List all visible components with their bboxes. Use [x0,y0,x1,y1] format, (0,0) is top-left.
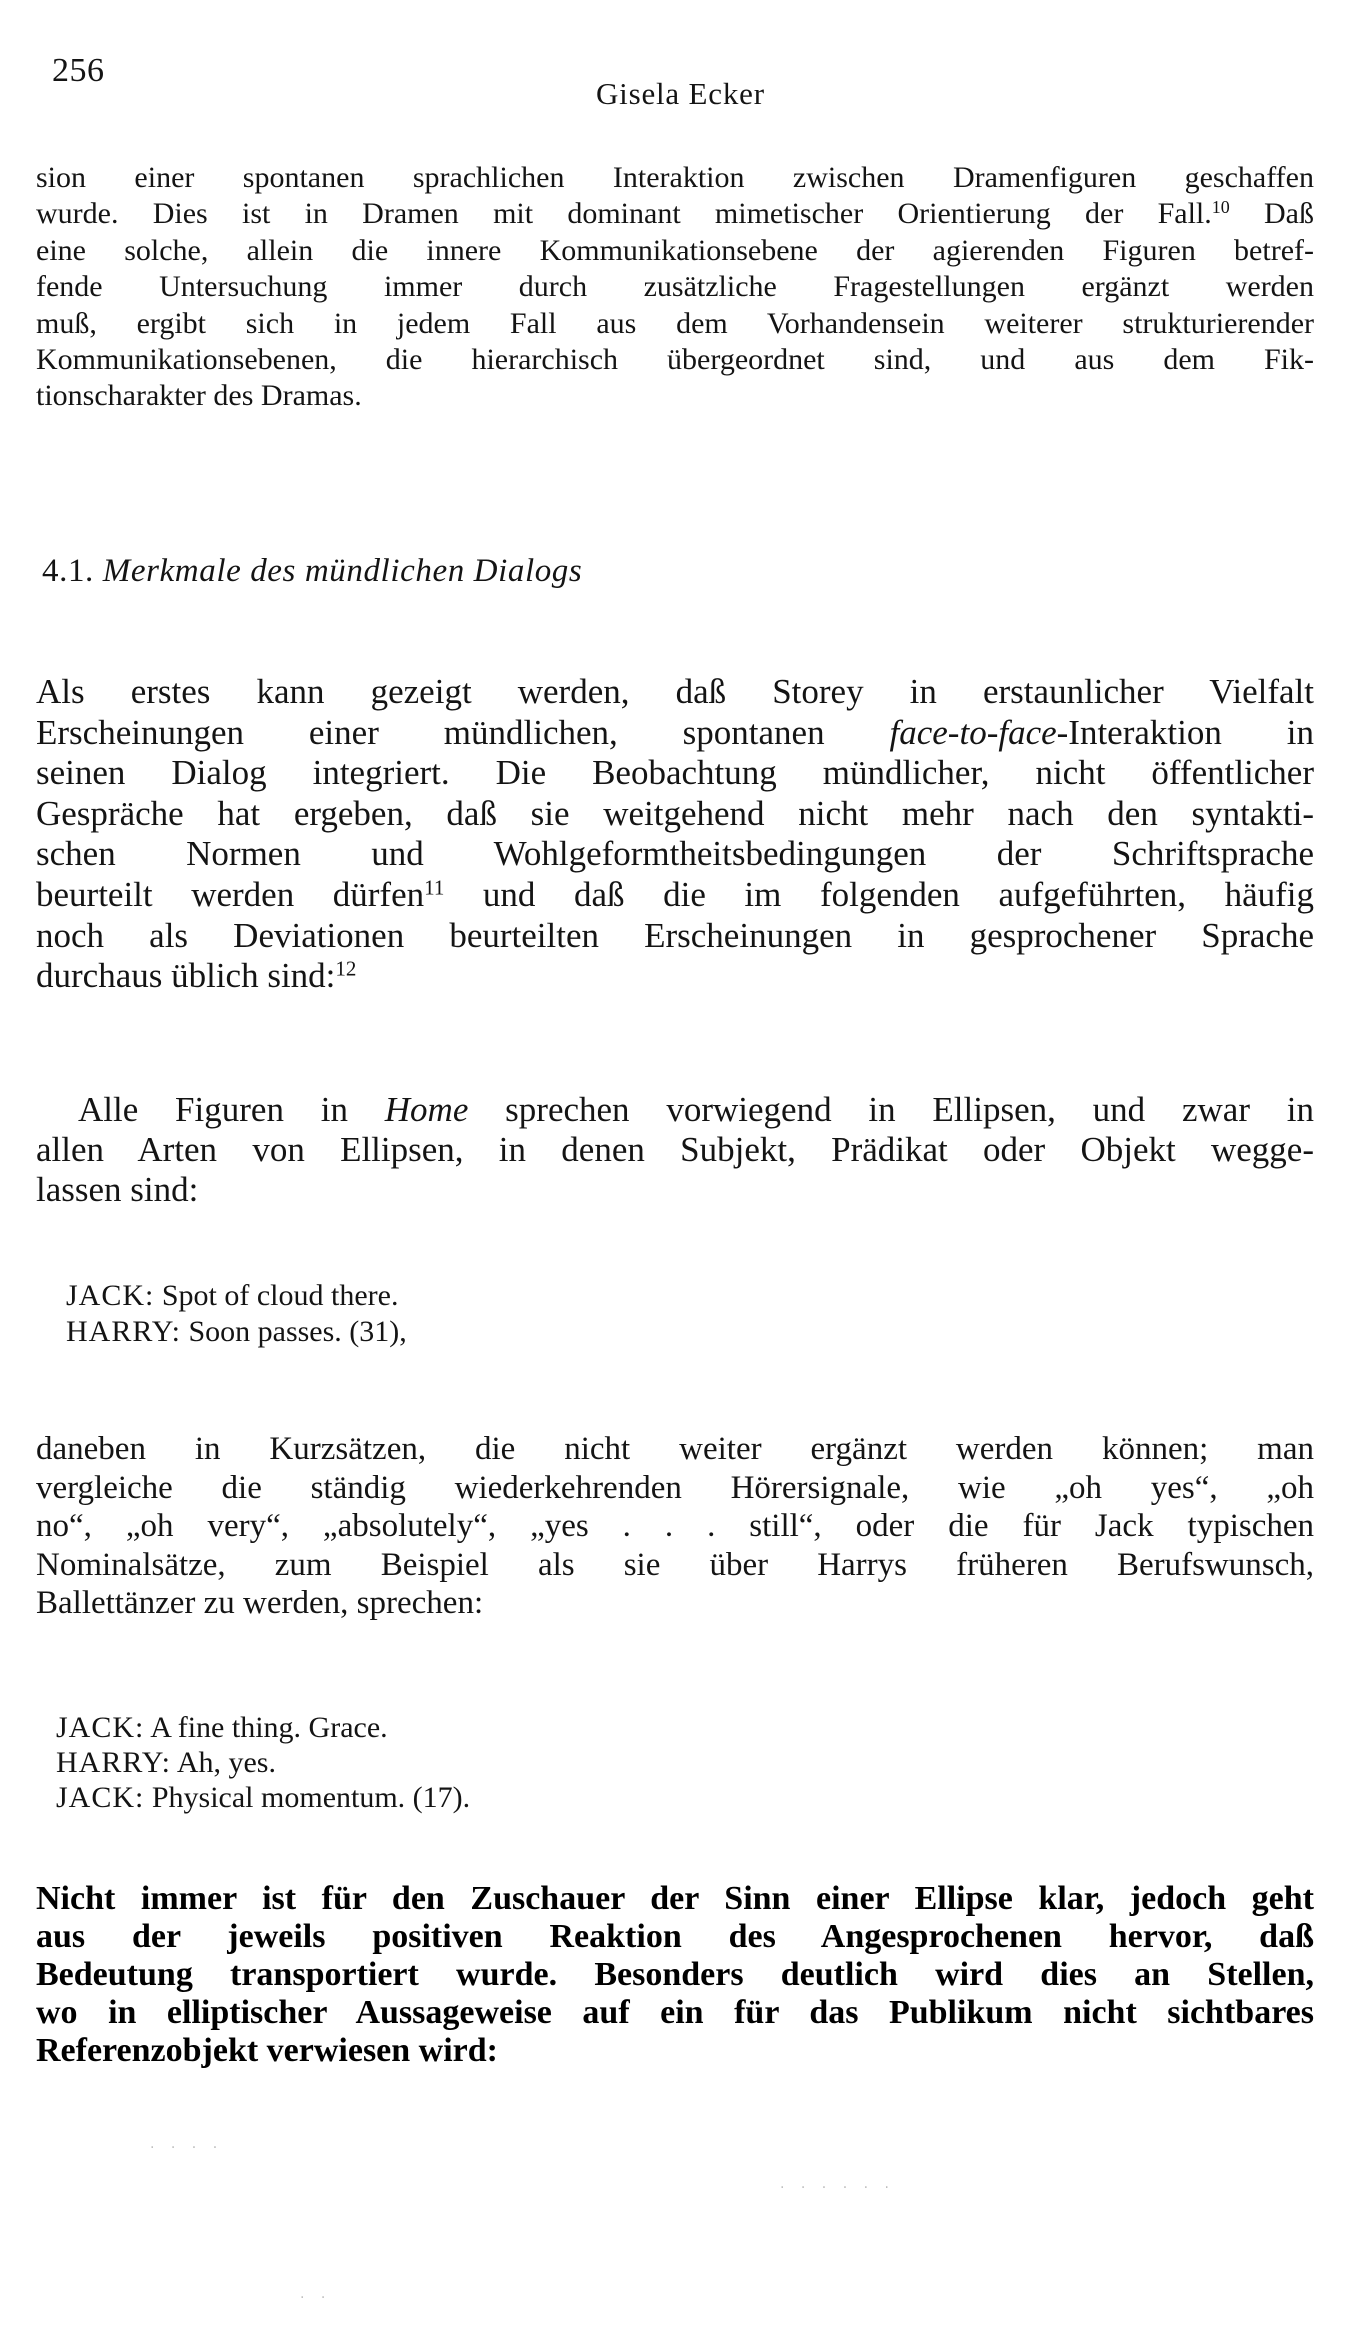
running-head: Gisela Ecker [596,76,765,111]
speaker: JACK: [66,1279,155,1312]
dialogue-line [66,1314,407,1350]
dialogue-text: Ah, yes. [176,1746,276,1779]
text-line: lassen sind: [36,1170,199,1209]
text-line: eine solche, allein die innere Kommunikationsebene der agierenden Figuren betref- [36,233,1314,267]
paragraph-1 [36,160,1314,415]
dialogue-text: Physical momentum. (17). [151,1781,471,1814]
text-line [36,196,1314,232]
text-segment: Daß [1229,197,1314,231]
text-line: aus der jeweils positiven Reaktion des Angesprochenen hervor, daß [36,1918,1314,1955]
text-segment: sprechen vorwiegend in Ellipsen, und zwar in [468,1090,1314,1129]
dialogue-line [66,1278,407,1314]
speaker: HARRY: [56,1746,171,1779]
text-line: tionscharakter des Dramas. [36,379,362,413]
text-line: wo in elliptischer Aussageweise auf ein für das Publikum nicht sichtbares [36,1994,1314,2031]
text-line: Bedeutung transportiert wurde. Besonders deutlich wird dies an Stellen, [36,1956,1314,1993]
text-line: muß, ergibt sich in jedem Fall aus dem Vorhandensein weiterer strukturierender [36,306,1314,340]
paragraph-3 [36,1090,1314,1210]
text-segment: und daß die im folgenden aufgeführten, häufig [444,874,1314,914]
text-line: sion einer spontanen sprachlichen Interaktion zwischen Dramenfiguren geschaffen [36,161,1314,194]
text-segment: -Interaktion in [1056,712,1314,752]
text-segment: Alle Figuren in [78,1090,385,1129]
speaker: JACK: [56,1711,145,1744]
text-line: Gespräche hat ergeben, daß sie weitgehend nicht mehr nach den syntakti- [36,793,1314,833]
scan-speck: · · · · · · [780,2180,895,2196]
section-title: Merkmale des mündlichen Dialogs [102,553,583,589]
page-number: 256 [52,52,105,89]
paragraph-5 [36,1880,1314,2070]
emphasis: Home [384,1090,469,1129]
dialogue-quote [66,1278,407,1350]
dialogue-line [56,1780,470,1815]
text-segment: Erscheinungen einer mündlichen, spontanen [36,712,890,752]
scan-speck: · · · · [150,2140,224,2156]
dialogue-text: A fine thing. Grace. [150,1711,388,1744]
text-line: Referenzobjekt verwiesen wird: [36,2032,499,2069]
speaker: JACK: [56,1781,145,1814]
text-segment: wurde. Dies ist in Dramen mit dominant mimetischer Orientierung der Fall. [36,197,1212,231]
text-line: fende Untersuchung immer durch zusätzliche Fragestellungen ergänzt werden [36,270,1314,304]
text-segment: beurteilt werden dürfen [36,874,425,914]
section-number: 4.1. [42,553,94,589]
section-heading [42,553,582,590]
text-line: schen Normen und Wohlgeformtheitsbedingungen der Schriftsprache [36,834,1314,874]
paragraph-4 [36,1430,1314,1623]
text-line: Nominalsätze, zum Beispiel als sie über Harrys früheren Berufswunsch, [36,1546,1314,1583]
text-line: Ballettänzer zu werden, sprechen: [36,1585,484,1622]
dialogue-text: Soon passes. (31), [188,1315,407,1348]
paragraph-2 [36,672,1314,997]
text-line: noch als Deviationen beurteilten Erscheinungen in gesprochener Sprache [36,915,1314,955]
text-line [36,956,1314,997]
emphasis: face-to-face [889,712,1057,752]
text-line: Als erstes kann gezeigt werden, daß Storey in erstaunlicher Vielfalt [36,672,1314,711]
footnote-marker: 10 [1211,197,1230,218]
text-line [36,1090,1314,1130]
dialogue-text: Spot of cloud there. [161,1279,399,1312]
dialogue-line [56,1710,470,1745]
text-line: Kommunikationsebenen, die hierarchisch übergeordnet sind, und aus dem Fik- [36,343,1314,377]
text-line: Nicht immer ist für den Zuschauer der Sinn einer Ellipse klar, jedoch geht [36,1880,1314,1917]
text-line: seinen Dialog integriert. Die Beobachtung mündlicher, nicht öffentlicher [36,753,1314,793]
text-line: allen Arten von Ellipsen, in denen Subjekt, Prädikat oder Objekt wegge- [36,1130,1314,1169]
footnote-marker: 11 [424,875,445,900]
scan-speck: · · [300,2290,332,2306]
text-line: daneben in Kurzsätzen, die nicht weiter ergänzt werden können; man [36,1431,1314,1467]
text-line [36,875,1314,916]
speaker: HARRY: [66,1315,181,1348]
footnote-marker: 12 [335,956,357,981]
dialogue-quote [56,1710,470,1815]
dialogue-line [56,1745,470,1780]
text-line: no“, „oh very“, „absolutely“, „yes . . . still“, oder die für Jack typischen [36,1508,1314,1545]
text-segment: durchaus üblich sind: [36,956,336,996]
text-line [36,713,1314,754]
text-line: vergleiche die ständig wiederkehrenden Hörersignale, wie „oh yes“, „oh [36,1469,1314,1506]
